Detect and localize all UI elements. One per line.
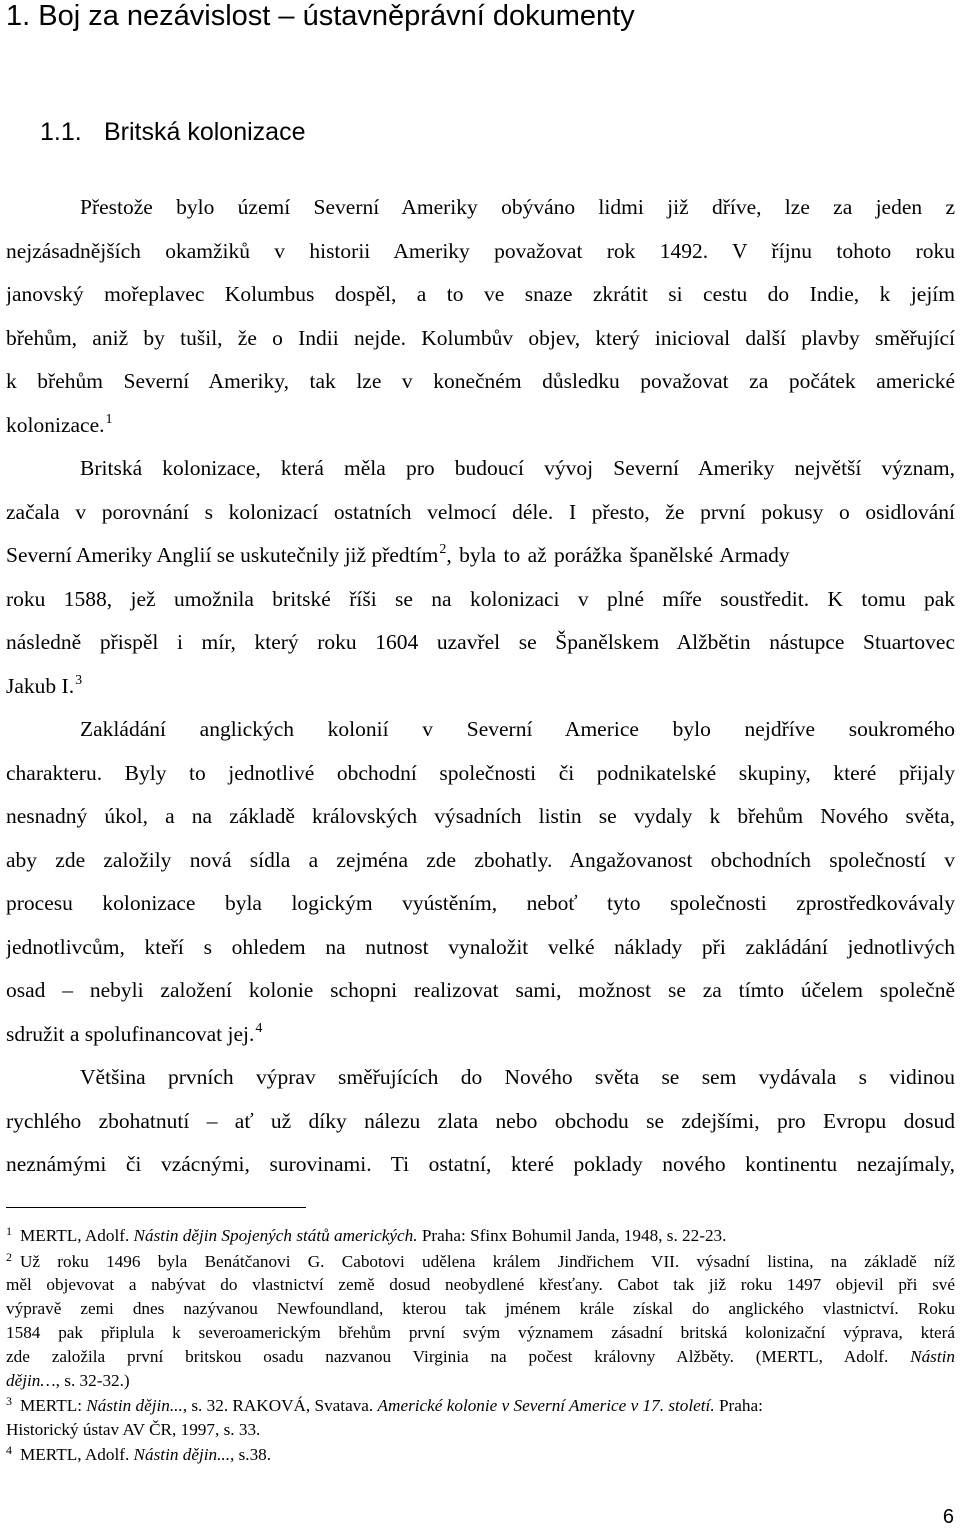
footnote-ref-4: 4	[255, 1021, 263, 1036]
line-text: , byla to až porážka španělské Armady	[446, 543, 790, 567]
section-heading	[40, 116, 305, 148]
footnote-4	[6, 1444, 955, 1466]
chapter-heading: 1. Boj za nezávislost – ústavněprávní dokumenty	[6, 0, 635, 32]
footnote-text: MERTL, Adolf.	[20, 1445, 134, 1464]
footnote-line	[6, 1346, 955, 1368]
footnote-title: Nástin dějin...	[86, 1396, 183, 1415]
text-line: charakteru. Byly to jednotlivé obchodní společnosti či podnikatelské skupiny, které přijaly	[6, 761, 955, 785]
footnote-title: Americké kolonie v Severní Americe v 17. století.	[377, 1396, 715, 1415]
text-line: neznámými či vzácnými, surovinami. Ti ostatní, které poklady nového kontinentu nezajímaly,	[6, 1152, 955, 1176]
page-number: 6	[942, 1506, 954, 1528]
text-line: janovský mořeplavec Kolumbus dospěl, a to ve snaze zkrátit si cestu do Indie, k jejím	[6, 282, 955, 306]
footnote-text: MERTL:	[20, 1396, 87, 1415]
footnote-title: Nástin dějin Spojených států amerických.	[133, 1226, 418, 1245]
footnote-line: měl objevovat a nabývat do vlastnictví země dosud neobydlené křesťany. Cabot tak již roku 1497 objevil při své	[6, 1275, 955, 1294]
text-line: nesnadný úkol, a na základě královských výsadních listin se vydaly k břehům Nového světa,	[6, 804, 955, 828]
text-line: nejzásadnějších okamžiků v historii Ameriky považovat rok 1492. V říjnu tohoto roku	[6, 239, 955, 263]
section-number: 1.1.	[40, 118, 82, 146]
text-line	[6, 672, 955, 700]
footnote-text: MERTL, Adolf.	[20, 1226, 134, 1245]
footnote-ref-1: 1	[105, 412, 113, 427]
footnote-divider	[6, 1207, 306, 1208]
text-line: roku 1588, jež umožnila britské říši se na kolonizaci v plné míře soustředit. K tomu pak	[6, 587, 955, 611]
footnote-ref-2: 2	[439, 542, 447, 557]
text-line	[6, 1020, 955, 1048]
footnote-text: Praha:	[714, 1396, 763, 1415]
text-line: začala v porovnání s kolonizací ostatních velmocí déle. I přesto, že první pokusy o osidlování	[6, 500, 955, 524]
text-line: Zakládání anglických kolonií v Severní Americe bylo nejdříve soukromého	[80, 717, 955, 741]
footnote-number: 4	[6, 1444, 12, 1457]
footnote-title: dějin…	[6, 1371, 56, 1390]
footnote-line: 1584 pak připlula k severoamerickým břehům první svým významem zásadní britská kolonizační výprava, která	[6, 1323, 955, 1342]
footnote-2	[6, 1251, 955, 1273]
footnote-text: zde založila první britskou osadu nazvanou Virginia na počest královny Alžběty. (MERTL, Adolf.	[6, 1347, 911, 1366]
footnote-number: 1	[6, 1225, 12, 1238]
line-text: kolonizace.	[6, 413, 105, 437]
footnote-number: 2	[6, 1251, 12, 1264]
footnote-number: 3	[6, 1395, 12, 1408]
text-line	[6, 411, 955, 439]
footnote-title: Nástin dějin...	[133, 1445, 230, 1464]
line-text: Jakub I.	[6, 674, 75, 698]
text-line: břehům, aniž by tušil, že o Indii nejde. Kolumbův objev, který inicioval další plavby směřující	[6, 326, 955, 350]
footnote-title: Nástin	[910, 1347, 955, 1366]
text-line: jednotlivcům, kteří s ohledem na nutnost vynaložit velké náklady při zakládání jednotlivých	[6, 935, 955, 959]
text-line: k břehům Severní Ameriky, tak lze v konečném důsledku považovat za počátek americké	[6, 369, 955, 393]
footnote-3	[6, 1395, 955, 1417]
text-line: rychlého zbohatnutí – ať už díky nálezu zlata nebo obchodu se zdejšími, pro Evropu dosud	[6, 1109, 955, 1133]
text-line: Přestože bylo území Severní Ameriky obýváno lidmi již dříve, lze za jeden z	[80, 195, 955, 219]
text-line: aby zde založily nová sídla a zejména zde zbohatly. Angažovanost obchodních společností v	[6, 848, 955, 872]
footnote-ref-3: 3	[75, 673, 83, 688]
footnote-line: Historický ústav AV ČR, 1997, s. 33.	[6, 1420, 261, 1439]
footnote-line	[6, 1370, 955, 1392]
footnote-text: Praha: Sfinx Bohumil Janda, 1948, s. 22-23.	[417, 1226, 727, 1245]
text-line: procesu kolonizace byla logickým vyústěním, neboť tyto společnosti zprostředkovávaly	[6, 891, 955, 915]
text-line: osad – nebyli založení kolonie schopni realizovat sami, možnost se za tímto účelem společně	[6, 978, 955, 1002]
text-line	[6, 541, 955, 569]
footnote-text: , s. 32. RAKOVÁ, Svatava.	[182, 1396, 378, 1415]
line-text: Severní Ameriky Anglií se uskutečnily již předtím	[6, 543, 439, 567]
footnote-text: , s.38.	[230, 1445, 272, 1464]
footnote-line: výpravě zemi dnes nazývanou Newfoundland, kterou tak jménem krále získal do anglického vlastnictví. Roku	[6, 1299, 955, 1318]
footnote-text: , s. 32-32.)	[55, 1371, 130, 1390]
text-line: Většina prvních výprav směřujících do Nového světa se sem vydávala s vidinou	[80, 1065, 955, 1089]
text-line: Britská kolonizace, která měla pro budoucí vývoj Severní Ameriky největší význam,	[80, 456, 955, 480]
footnote-1	[6, 1225, 955, 1247]
line-text: sdružit a spolufinancovat jej.	[6, 1022, 255, 1046]
section-title: Britská kolonizace	[104, 118, 306, 146]
text-line: následně přispěl i mír, který roku 1604 uzavřel se Španělskem Alžbětin nástupce Stuartovec	[6, 630, 955, 654]
footnote-text: Už roku 1496 byla Benátčanovi G. Cabotovi udělena králem Jindřichem VII. výsadní listina, na základě níž	[20, 1252, 955, 1271]
